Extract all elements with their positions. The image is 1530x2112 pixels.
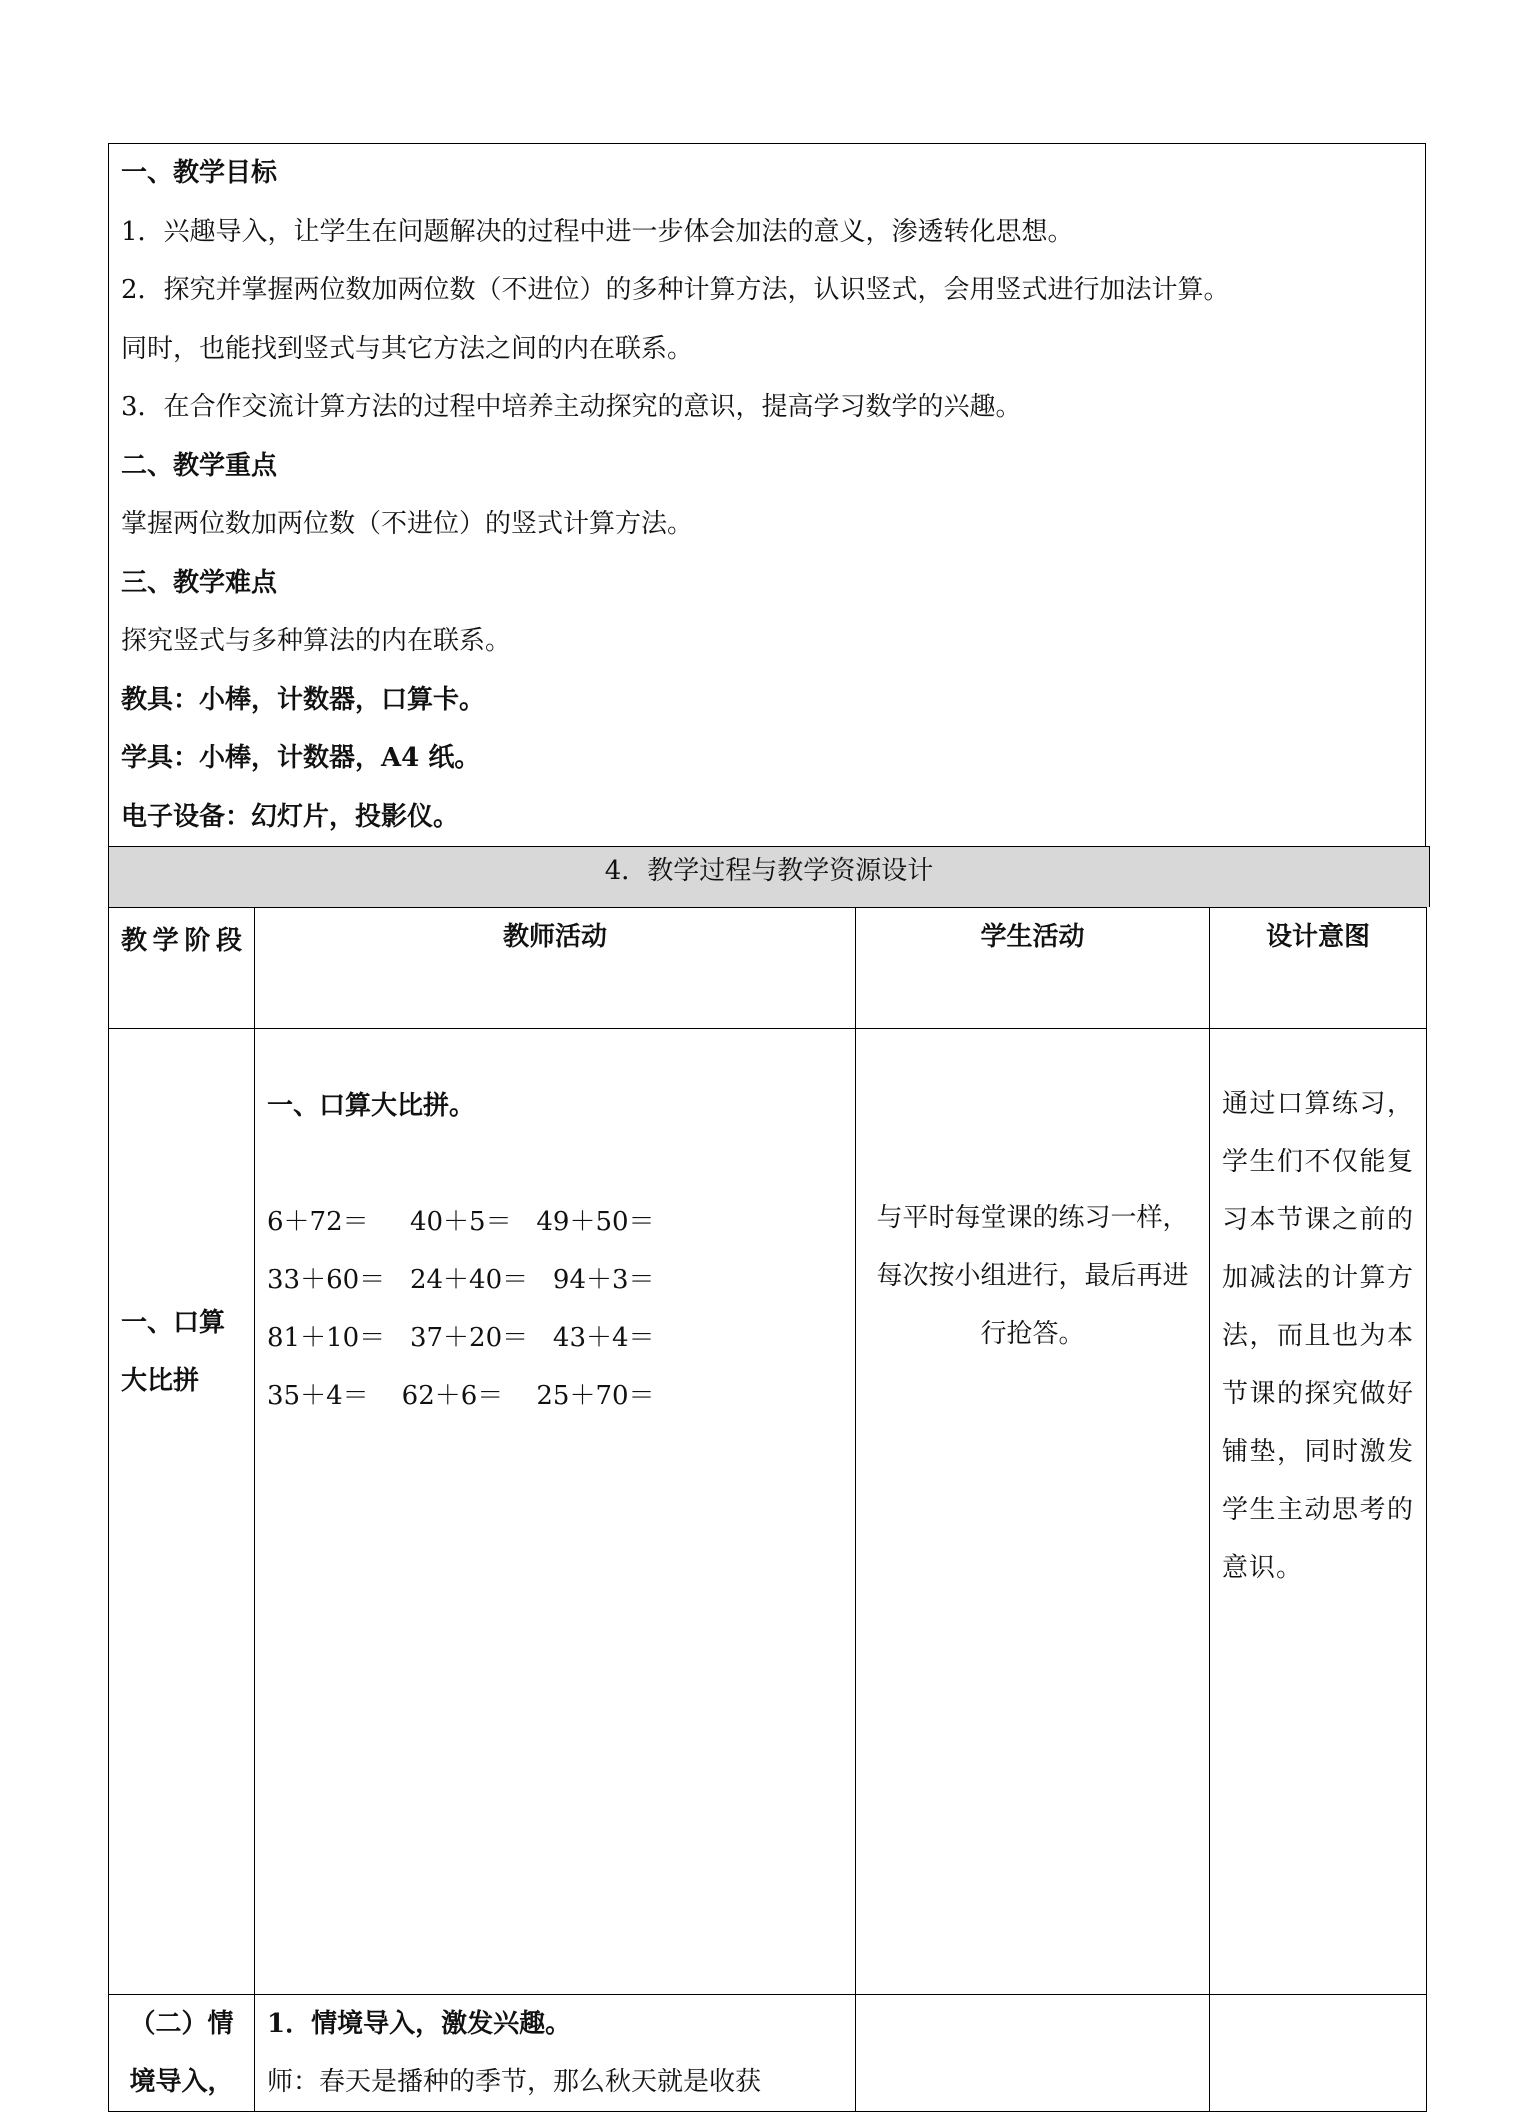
- activity-text: 师：春天是播种的季节，那么秋天就是收获: [267, 2067, 762, 2097]
- key-point-text: 掌握两位数加两位数（不进位）的竖式计算方法。: [121, 509, 694, 539]
- table-header-row: [109, 908, 1427, 1029]
- header-stage: 教学阶段: [109, 908, 255, 1029]
- difficulty-heading: 三、教学难点: [121, 567, 278, 598]
- electronic-devices: 电子设备：幻灯片，投影仪。: [121, 801, 460, 832]
- teaching-process-table: [108, 907, 1427, 2112]
- header-design-intent: 设计意图: [1210, 908, 1427, 1029]
- student-tools: 学具：小棒，计数器，A4 纸。: [121, 743, 481, 773]
- equation-line: 33＋60＝ 24＋40＝ 94＋3＝: [267, 1265, 655, 1295]
- design-intent-cell: [1210, 1995, 1427, 2112]
- objective-item: 3．在合作交流计算方法的过程中培养主动探究的意识，提高学习数学的兴趣。: [121, 392, 1022, 422]
- stage-cell: 一、口算大比拼: [109, 1029, 255, 1995]
- objectives-heading: 一、教学目标: [121, 158, 278, 188]
- objective-item: 1．兴趣导入，让学生在问题解决的过程中进一步体会加法的意义，渗透转化思想。: [121, 216, 1074, 247]
- teacher-activity-cell: [255, 1995, 856, 2112]
- equation-line: 6＋72＝ 40＋5＝ 49＋50＝: [267, 1207, 655, 1237]
- activity-title: 一、口算大比拼。: [267, 1091, 476, 1121]
- stage-cell: （二）情境导入，: [109, 1995, 255, 2112]
- difficulty-text: 探究竖式与多种算法的内在联系。: [121, 626, 512, 656]
- teacher-tools: 教具：小棒，计数器，口算卡。: [121, 684, 486, 715]
- teacher-activity-cell: [255, 1029, 856, 1995]
- student-activity-cell: 与平时每堂课的练习一样，每次按小组进行，最后再进行抢答。: [856, 1029, 1210, 1995]
- lesson-plan-document: [108, 143, 1426, 2112]
- objective-item: 同时，也能找到竖式与其它方法之间的内在联系。: [121, 333, 694, 364]
- section-banner: 4．教学过程与教学资源设计: [108, 846, 1430, 907]
- design-intent-cell: 通过口算练习，学生们不仅能复习本节课之前的加减法的计算方法，而且也为本节课的探究做好铺垫，同时激发学生主动思考的意识。: [1210, 1029, 1427, 1995]
- key-point-heading: 二、教学重点: [121, 450, 278, 481]
- equation-line: 81＋10＝ 37＋20＝ 43＋4＝: [267, 1323, 655, 1353]
- objectives-section: [108, 143, 1426, 846]
- header-student-activity: 学生活动: [856, 908, 1210, 1029]
- equation-line: 35＋4＝ 62＋6＝ 25＋70＝: [267, 1381, 655, 1411]
- header-teacher-activity: 教师活动: [255, 908, 856, 1029]
- activity-title: 1．情境导入，激发兴趣。: [267, 2009, 572, 2039]
- objective-item: 2．探究并掌握两位数加两位数（不进位）的多种计算方法，认识竖式，会用竖式进行加法计算。: [121, 275, 1230, 305]
- student-activity-cell: [856, 1995, 1210, 2112]
- table-row: [109, 1029, 1427, 1995]
- table-row: [109, 1995, 1427, 2112]
